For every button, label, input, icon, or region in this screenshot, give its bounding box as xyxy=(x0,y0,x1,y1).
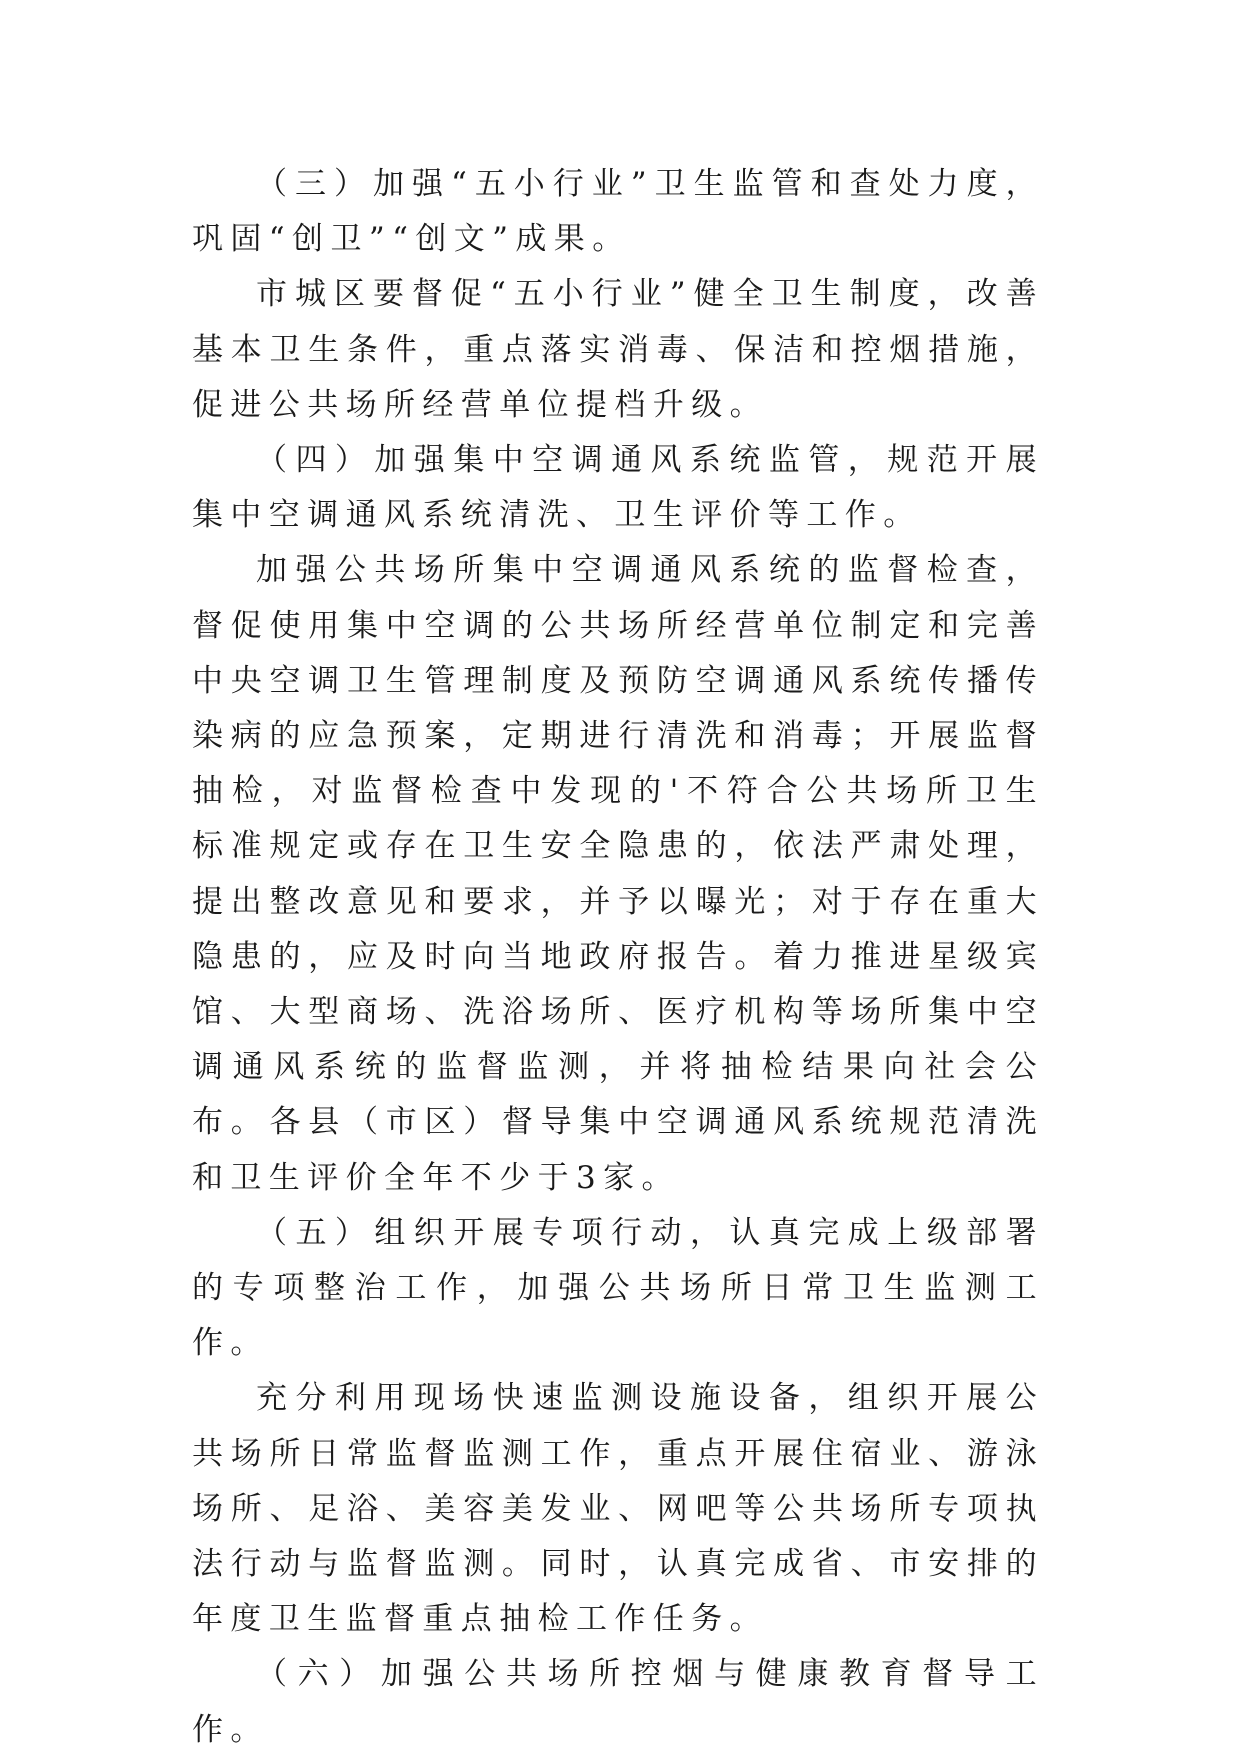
section-heading-6: （六）加强公共场所控烟与健康教育督导工作。 xyxy=(192,1656,1044,1748)
section-heading-5: （五）组织开展专项行动，认真完成上级部署的专项整治工作，加强公共场所日常卫生监测工作。 xyxy=(192,1214,1044,1362)
document-body xyxy=(192,157,1044,1758)
section-heading-3: （三）加强“五小行业”卫生监管和查处力度，巩固“创卫”“创文”成果。 xyxy=(192,166,1044,258)
paragraph-central-air-conditioning: 加强公共场所集中空调通风系统的监督检查，督促使用集中空调的公共场所经营单位制定和完善中央空调卫生管理制度及预防空调通风系统传播传染病的应急预案，定期进行清洗和消毒；开展监督抽检，对监督检查中发现的'不符合公共场所卫生标准规定或存在卫生安全隐患的，依法严肃处理，提出整改意见和要求，并予以曝光；对于存在重大隐患的，应及时向当地政府报告。着力推进星级宾馆、大型商场、洗浴场所、医疗机构等场所集中空调通风系统的监督监测，并将抽检结果向社会公布。各县（市区）督导集中空调通风系统规范清洗和卫生评价全年不少于3家。 xyxy=(192,552,1044,1196)
section-heading-4: （四）加强集中空调通风系统监管，规范开展集中空调通风系统清洗、卫生评价等工作。 xyxy=(192,442,1044,534)
paragraph-five-small-industries: 市城区要督促“五小行业”健全卫生制度，改善基本卫生条件，重点落实消毒、保洁和控烟措施，促进公共场所经营单位提档升级。 xyxy=(192,276,1044,423)
paragraph-daily-monitoring: 充分利用现场快速监测设施设备，组织开展公共场所日常监督监测工作，重点开展住宿业、游泳场所、足浴、美容美发业、网吧等公共场所专项执法行动与监督监测。同时，认真完成省、市安排的年度卫生监督重点抽检工作任务。 xyxy=(192,1380,1044,1638)
